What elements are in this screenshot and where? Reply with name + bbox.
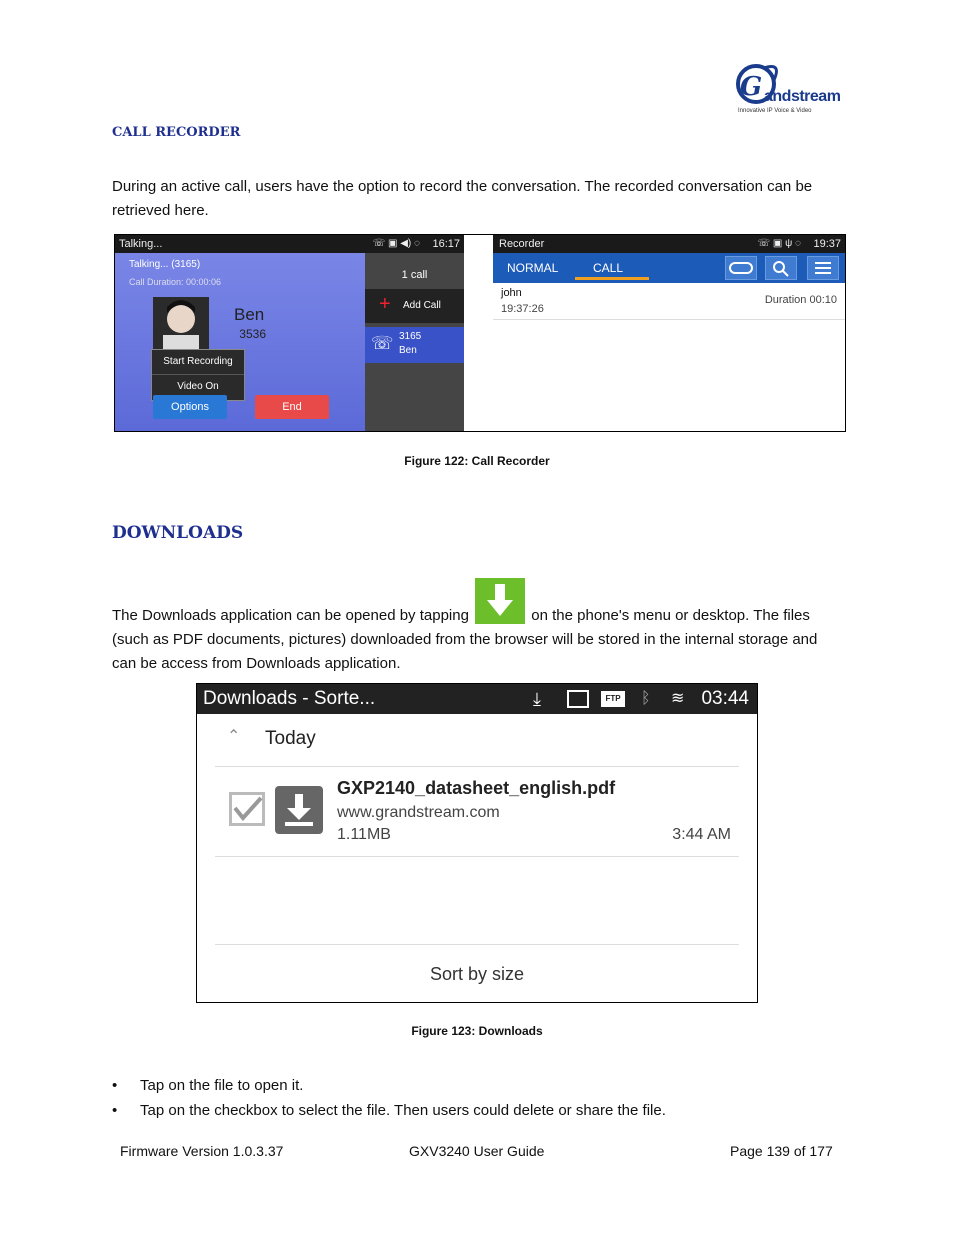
recorder-tab-bar bbox=[493, 253, 845, 283]
chevron-up-icon: ⌃ bbox=[227, 728, 241, 745]
footer-firmware: Firmware Version 1.0.3.37 bbox=[120, 1143, 284, 1159]
call-count: 1 call bbox=[401, 269, 428, 281]
bullet-text: Tap on the checkbox to select the file. Then users could delete or share the file. bbox=[140, 1102, 666, 1119]
call-duration: Call Duration: 00:00:06 bbox=[129, 277, 222, 287]
section-title-downloads: DOWNLOADS bbox=[112, 523, 244, 543]
active-line-item[interactable] bbox=[365, 327, 464, 363]
downloads-app-icon bbox=[475, 578, 525, 624]
tab-call[interactable]: CALL bbox=[575, 253, 649, 280]
downloads-para-part1: The Downloads application can be opened by tapping bbox=[112, 607, 469, 624]
ftp-icon: FTP bbox=[601, 691, 625, 707]
bullet-text: Tap on the file to open it. bbox=[140, 1077, 304, 1094]
divider bbox=[215, 766, 739, 767]
recorder-status-title: Recorder bbox=[499, 238, 545, 250]
call-side-panel bbox=[365, 253, 464, 431]
search-icon[interactable] bbox=[765, 256, 797, 280]
recorder-screen bbox=[493, 235, 845, 431]
file-time: 3:44 AM bbox=[672, 826, 731, 843]
voicemail-icon[interactable] bbox=[725, 256, 757, 280]
start-recording-item[interactable]: Start Recording bbox=[152, 350, 244, 375]
downloads-para-part2: on the phone's menu or desktop. The files (such as PDF documents, pictures) downloaded from the browser will be stored in the internal storage and can be access from Downloads application. bbox=[112, 607, 818, 672]
bullet-dot: • bbox=[112, 1102, 118, 1119]
wifi-icon: ≋ bbox=[671, 690, 685, 707]
figure-122-caption: Figure 122: Call Recorder bbox=[404, 454, 550, 468]
talking-line: Talking... (3165) bbox=[129, 259, 201, 270]
contact-number: 3536 bbox=[239, 327, 266, 341]
call-status-time: 16:17 bbox=[432, 238, 460, 250]
line-number: 3165 bbox=[399, 331, 422, 342]
call-main-area bbox=[115, 253, 365, 431]
group-label: Today bbox=[265, 728, 316, 749]
download-list-item[interactable] bbox=[197, 768, 757, 856]
call-status-title: Talking... bbox=[119, 238, 163, 250]
downloads-title: Downloads - Sorte... bbox=[203, 688, 376, 709]
group-header-today[interactable] bbox=[197, 714, 757, 766]
logo-tagline: Innovative IP Voice & Video bbox=[738, 108, 812, 114]
video-on-item[interactable]: Video On bbox=[177, 381, 219, 392]
figure-downloads bbox=[196, 683, 758, 1003]
recorder-status-time: 19:37 bbox=[813, 238, 841, 250]
item-checkbox[interactable] bbox=[229, 792, 265, 826]
sort-by-size-button[interactable]: Sort by size bbox=[429, 964, 525, 984]
logo-wordmark: andstream bbox=[764, 88, 841, 105]
status-icons: ☏ ▣ ψ ◌ bbox=[757, 238, 801, 249]
download-status-icon: ⤓ bbox=[533, 689, 541, 709]
tab-normal[interactable]: NORMAL bbox=[507, 261, 559, 275]
picture-icon bbox=[567, 690, 589, 708]
file-size: 1.11MB bbox=[337, 826, 391, 843]
bullet-dot: • bbox=[112, 1077, 118, 1094]
logo-letter: G bbox=[740, 72, 762, 102]
downloads-paragraph bbox=[112, 578, 844, 676]
footer-guide: GXV3240 User Guide bbox=[409, 1143, 545, 1159]
add-call-button[interactable] bbox=[365, 289, 464, 323]
entry-name: john bbox=[501, 287, 522, 299]
add-call-label: Add Call bbox=[403, 300, 441, 311]
downloads-time: 03:44 bbox=[701, 688, 749, 709]
contact-name: Ben bbox=[234, 305, 265, 324]
entry-duration: Duration 00:10 bbox=[764, 294, 837, 306]
menu-icon[interactable] bbox=[807, 256, 839, 280]
line-name: Ben bbox=[399, 345, 417, 356]
contact-photo bbox=[153, 297, 209, 349]
grandstream-logo bbox=[734, 60, 841, 118]
recording-entry[interactable] bbox=[493, 283, 845, 320]
entry-time: 19:37:26 bbox=[501, 303, 544, 315]
section-title-call-recorder: CALL RECORDER bbox=[112, 125, 241, 140]
file-download-icon bbox=[275, 786, 323, 834]
divider bbox=[215, 944, 739, 945]
status-icons: ☏ ▣ ◀) ◌ bbox=[372, 238, 420, 249]
file-name: GXP2140_datasheet_english.pdf bbox=[337, 778, 616, 798]
file-source: www.grandstream.com bbox=[337, 804, 500, 821]
options-menu bbox=[151, 349, 245, 401]
end-call-button[interactable]: End bbox=[255, 395, 329, 419]
person-avatar-icon bbox=[153, 297, 209, 349]
footer-page: Page 139 of 177 bbox=[730, 1143, 833, 1159]
figure-call-recorder bbox=[114, 234, 846, 432]
divider bbox=[215, 856, 739, 857]
downloads-status-bar bbox=[197, 684, 757, 714]
options-button[interactable]: Options bbox=[153, 395, 227, 419]
check-icon bbox=[229, 792, 265, 826]
bluetooth-icon: ᛒ bbox=[641, 690, 651, 707]
figure-123-caption: Figure 123: Downloads bbox=[411, 1024, 543, 1038]
recorder-status-bar bbox=[493, 235, 845, 253]
phone-icon: ☏ bbox=[371, 333, 394, 353]
call-screen bbox=[115, 235, 464, 431]
call-recorder-paragraph: During an active call, users have the option to record the conversation. The recorded conversation can be retrieved here. bbox=[112, 178, 813, 219]
call-status-bar bbox=[115, 235, 464, 253]
plus-icon: + bbox=[379, 293, 391, 315]
